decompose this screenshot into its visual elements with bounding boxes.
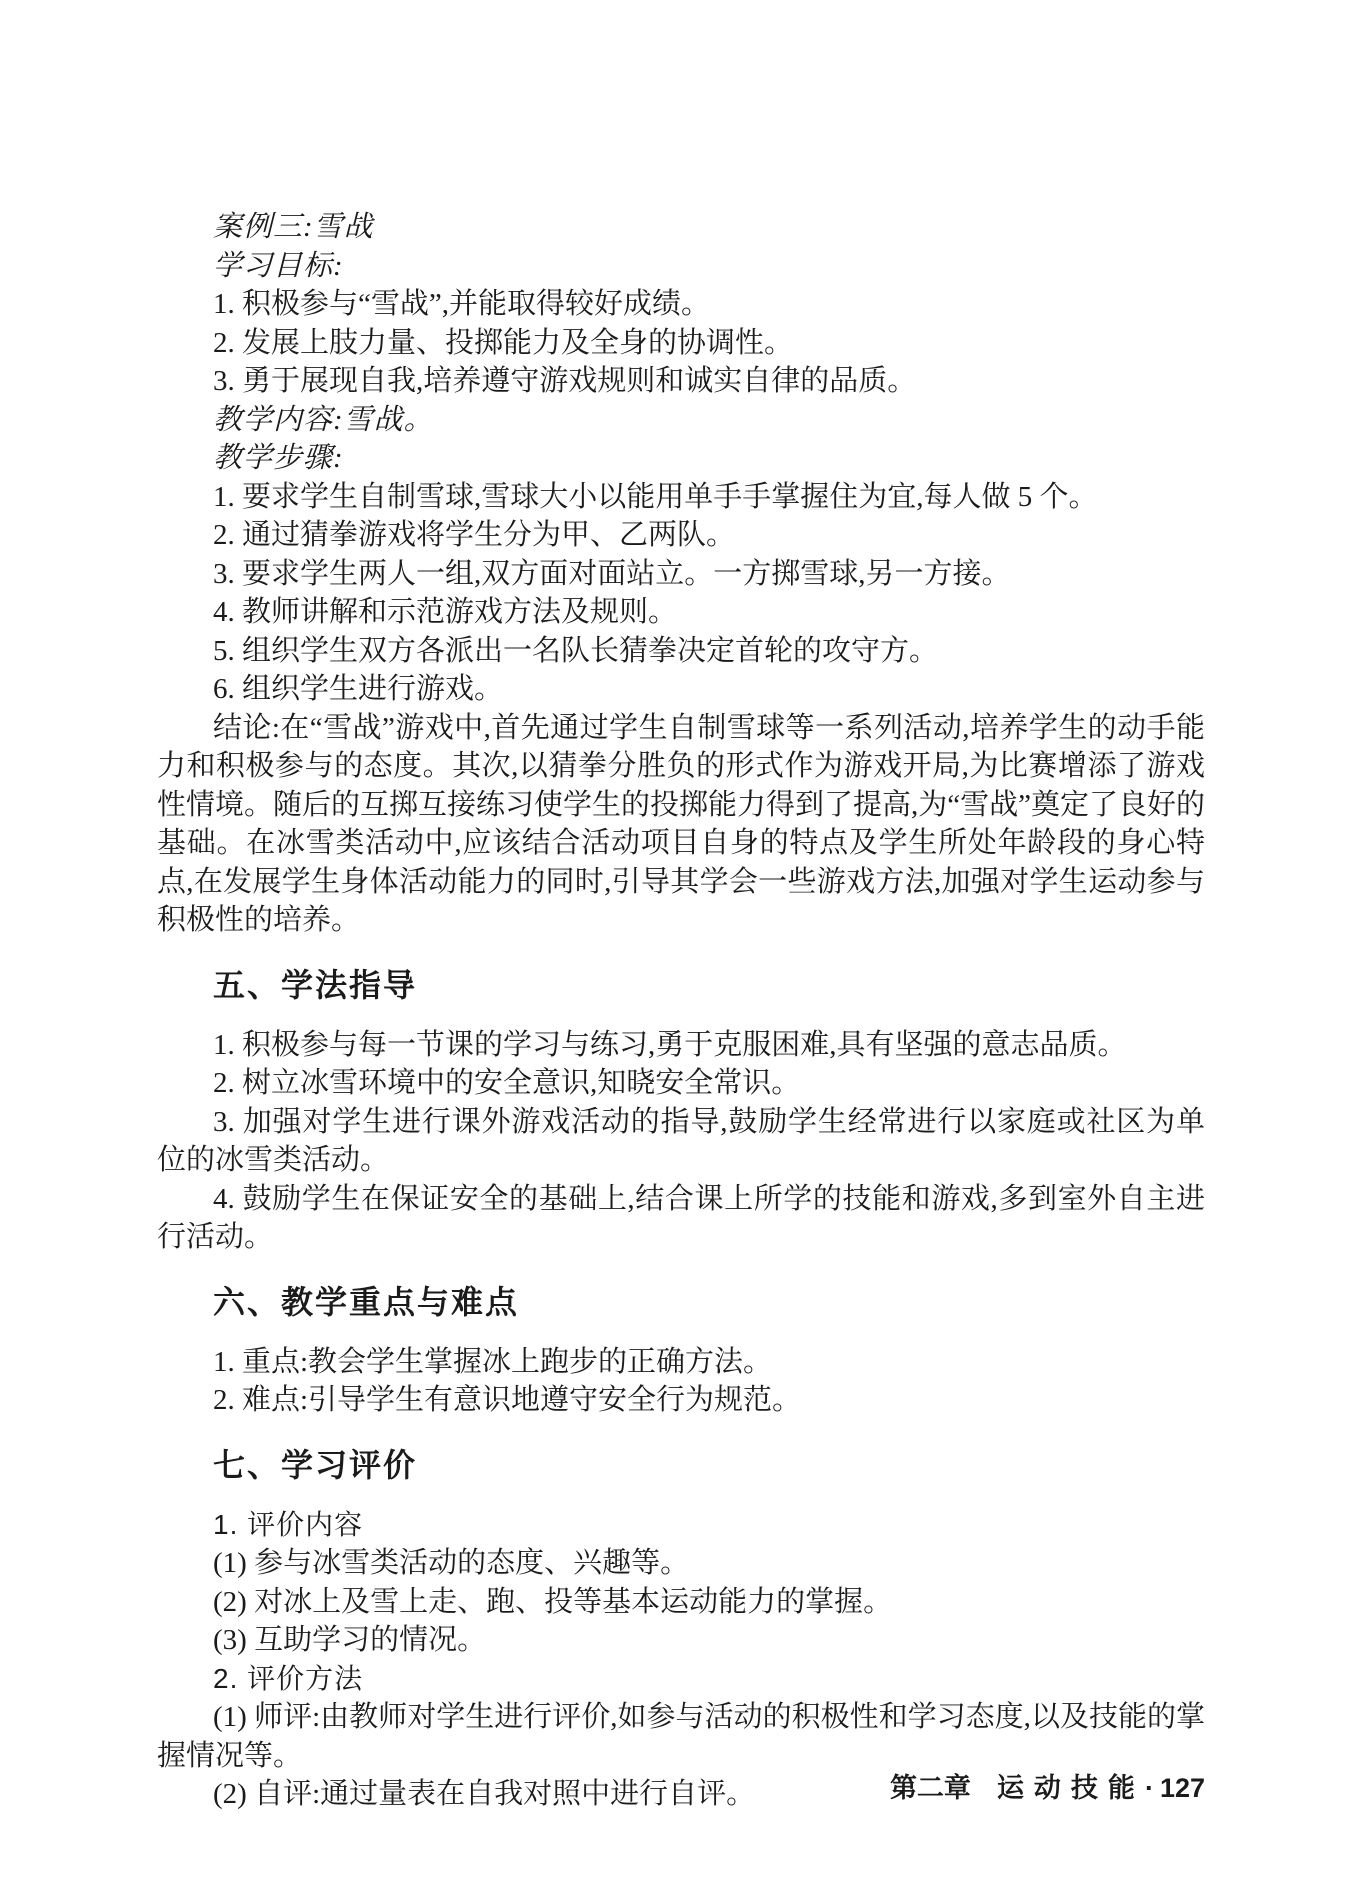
- guidance-item: 4. 鼓励学生在保证安全的基础上,结合课上所学的技能和游戏,多到室外自主进行活动。: [157, 1182, 1205, 1253]
- step-item: 5. 组织学生双方各派出一名队长猜拳决定首轮的攻守方。: [213, 634, 939, 667]
- key-point-item: 1. 重点:教会学生掌握冰上跑步的正确方法。: [213, 1345, 773, 1378]
- objectives-label: 学习目标:: [213, 249, 344, 282]
- guidance-item: 2. 树立冰雪环境中的安全意识,知晓安全常识。: [213, 1067, 801, 1099]
- steps-label: 教学步骤:: [213, 442, 344, 474]
- step-item: 1. 要求学生自制雪球,雪球大小以能用单手手掌握住为宜,每人做 5 个。: [213, 480, 1098, 513]
- step-item: 4. 教师讲解和示范游戏方法及规则。: [213, 596, 678, 628]
- step-item: 2. 通过猜拳游戏将学生分为甲、乙两队。: [213, 519, 736, 551]
- footer-chapter-label: 第二章: [889, 1773, 971, 1803]
- section-heading-evaluation: 七、学习评价: [213, 1446, 418, 1483]
- objective-item: 1. 积极参与“雪战”,并能取得较好成绩。: [213, 288, 710, 320]
- evaluation-method-label: 2. 评价方法: [213, 1662, 364, 1694]
- evaluation-content-label: 1. 评价内容: [213, 1508, 364, 1540]
- footer-separator-dot: ·: [1144, 1773, 1154, 1803]
- page-content: [157, 208, 1205, 1814]
- page-footer: [890, 1770, 1205, 1806]
- key-point-item: 2. 难点:引导学生有意识地遵守安全行为规范。: [213, 1384, 802, 1416]
- objective-item: 3. 勇于展现自我,培养遵守游戏规则和诚实自律的品质。: [213, 365, 917, 397]
- section-heading-guidance: 五、学法指导: [213, 966, 418, 1003]
- step-item: 3. 要求学生两人一组,双方面对面站立。一方掷雪球,另一方接。: [213, 557, 1011, 590]
- step-item: 6. 组织学生进行游戏。: [213, 673, 504, 705]
- evaluation-content-item: (1) 参与冰雪类活动的态度、兴趣等。: [213, 1547, 690, 1579]
- evaluation-method-item: (2) 自评:通过量表在自我对照中进行自评。: [213, 1778, 756, 1810]
- evaluation-content-item: (2) 对冰上及雪上走、跑、投等基本运动能力的掌握。: [213, 1585, 893, 1618]
- guidance-item: 3. 加强对学生进行课外游戏活动的指导,鼓励学生经常进行以家庭或社区为单位的冰雪类活动。: [157, 1105, 1205, 1176]
- evaluation-method-item: (1) 师评:由教师对学生进行评价,如参与活动的积极性和学习态度,以及技能的掌握情况等。: [157, 1701, 1205, 1772]
- teaching-content-line: 教学内容:雪战。: [213, 403, 434, 436]
- case-title: 案例三:雪战: [213, 211, 374, 243]
- guidance-item: 1. 积极参与每一节课的学习与练习,勇于克服困难,具有坚强的意志品质。: [213, 1028, 1127, 1061]
- footer-section-title: 运动技能: [996, 1773, 1145, 1803]
- evaluation-content-item: (3) 互助学习的情况。: [213, 1624, 487, 1656]
- footer-page-number: 127: [1159, 1773, 1205, 1803]
- conclusion-paragraph: 结论:在“雪战”游戏中,首先通过学生自制雪球等一系列活动,培养学生的动手能力和积极参与的态度。其次,以猜拳分胜负的形式作为游戏开局,为比赛增添了游戏性情境。随后的互掷互接练习使学生的投掷能力得到了提高,为“雪战”奠定了良好的基础。在冰雪类活动中,应该结合活动项目自身的特点及学生所处年龄段的身心特点,在发展学生身体活动能力的同时,引导其学会一些游戏方法,加强对学生运动参与积极性的培养。: [157, 711, 1205, 936]
- section-heading-key-points: 六、教学重点与难点: [213, 1283, 520, 1320]
- objective-item: 2. 发展上肢力量、投掷能力及全身的协调性。: [213, 326, 794, 359]
